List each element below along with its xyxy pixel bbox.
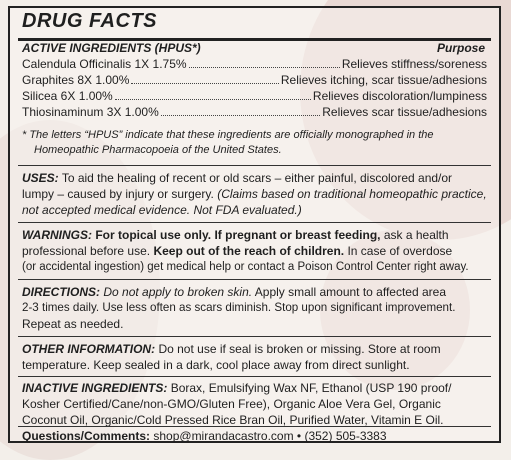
- divider: [18, 279, 491, 280]
- warnings-bold: Keep out of the reach of children.: [153, 244, 345, 258]
- dot-leader: [189, 67, 340, 68]
- warnings-header: WARNINGS:: [22, 228, 92, 242]
- directions-text: Repeat as needed.: [22, 317, 124, 331]
- divider: [18, 165, 491, 166]
- divider: [18, 336, 491, 337]
- ingredient-row: [22, 88, 487, 104]
- directions-caution: Do not apply to broken skin.: [103, 285, 253, 299]
- uses-header: USES:: [22, 171, 59, 185]
- other-info-text: temperature. Keep sealed in a dark, cool place away from direct sunlight.: [22, 358, 410, 372]
- uses-text: To aid the healing of recent or old scars – either painful, discolored and/or: [61, 171, 453, 185]
- panel-title: DRUG FACTS: [22, 10, 157, 32]
- other-info-text: Do not use if seal is broken or missing. Store at room: [158, 342, 441, 356]
- uses-section: [22, 170, 491, 218]
- uses-claim: (Claims based on traditional homeopathic practice,: [217, 187, 487, 201]
- inactive-section: [22, 380, 491, 428]
- warnings-text: professional before use.: [22, 244, 151, 258]
- dot-leader: [131, 83, 278, 84]
- active-ingredients-header: ACTIVE INGREDIENTS (HPUS*): [22, 41, 201, 55]
- ingredient-row: [22, 104, 487, 120]
- directions-text: 2-3 times daily. Use less often as scars diminish. Stop upon significant improvement.: [22, 301, 456, 314]
- uses-claim: not accepted medical evidence. Not FDA evaluated.): [22, 203, 302, 217]
- ingredient-name: Graphites 8X 1.00%: [22, 73, 130, 87]
- ingredient-row: [22, 56, 487, 72]
- contact-label: Questions/Comments:: [22, 429, 151, 443]
- warnings-text: In case of overdose: [347, 244, 453, 258]
- contact-info: shop@mirandacastro.com • (352) 505-3383: [153, 429, 387, 443]
- hpus-note-line-2: Homeopathic Pharmacopoeia of the United States.: [34, 144, 282, 156]
- inactive-text: Borax, Emulsifying Wax NF, Ethanol (USP 190 proof/: [170, 381, 452, 395]
- inactive-text: Kosher Certified/Cane/non-GMO/Gluten Free), Organic Aloe Vera Gel, Organic: [22, 397, 441, 411]
- other-info-section: [22, 341, 491, 373]
- divider: [18, 376, 491, 377]
- active-ingredients-header-row: [22, 40, 491, 56]
- uses-text: lumpy – caused by injury or surgery.: [22, 187, 214, 201]
- warnings-text: (or accidental ingestion) get medical help or contact a Poison Control Center right away.: [22, 261, 469, 273]
- contact-section: [22, 428, 491, 444]
- ingredient-name: Silicea 6X 1.00%: [22, 89, 113, 103]
- ingredient-purpose: Relieves itching, scar tissue/adhesions: [280, 73, 487, 87]
- directions-section: [22, 284, 491, 332]
- ingredient-purpose: Relieves scar tissue/adhesions: [322, 105, 487, 119]
- divider: [18, 222, 491, 223]
- directions-header: DIRECTIONS:: [22, 285, 100, 299]
- other-info-header: OTHER INFORMATION:: [22, 342, 156, 356]
- warnings-text: ask a health: [383, 228, 449, 242]
- hpus-note-line-1: * The letters “HPUS” indicate that these ingredients are officially monographed in the: [22, 129, 434, 141]
- ingredient-row: [22, 72, 487, 88]
- ingredient-name: Calendula Officinalis 1X 1.75%: [22, 57, 187, 71]
- warnings-bold: For topical use only. If pregnant or breast feeding,: [95, 228, 381, 242]
- warnings-section: [22, 227, 491, 275]
- ingredient-name: Thiosinaminum 3X 1.00%: [22, 105, 159, 119]
- ingredient-purpose: Relieves discoloration/lumpiness: [312, 89, 487, 103]
- divider: [18, 426, 491, 427]
- dot-leader: [115, 99, 311, 100]
- purpose-header: Purpose: [436, 41, 485, 55]
- inactive-text: Coconut Oil, Organic/Cold Pressed Rice Bran Oil, Purified Water, Vitamin E Oil.: [22, 413, 444, 427]
- ingredient-purpose: Relieves stiffness/soreness: [341, 57, 487, 71]
- directions-text: Apply small amount to affected area: [254, 285, 447, 299]
- drug-facts-panel: [8, 6, 501, 443]
- dot-leader: [161, 115, 321, 116]
- inactive-header: INACTIVE INGREDIENTS:: [22, 381, 168, 395]
